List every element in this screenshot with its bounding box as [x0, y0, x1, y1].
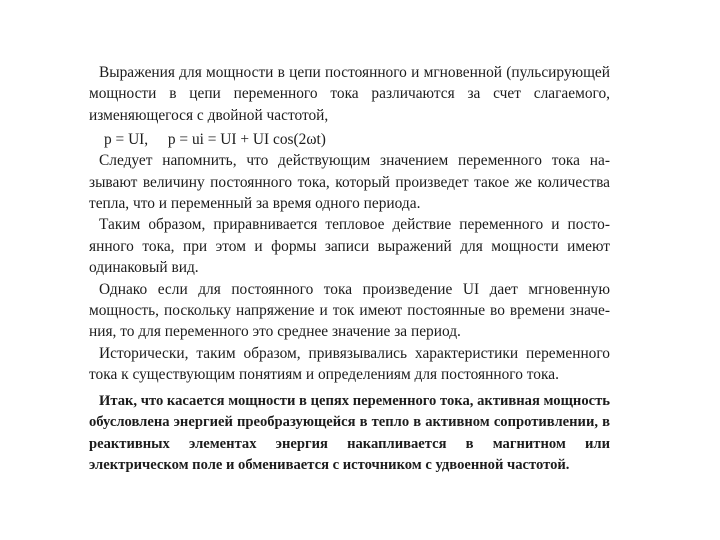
paragraph-intro: Выражения для мощности в цепи постоянного и мгновенной (пульсирующей мощности в цепи переменного тока различаются за счет слагаемого, изменяющегося с двойной частотой,	[89, 64, 610, 124]
paragraph-effective-value: Следует напомнить, что действующим значением переменного тока называют величину постоянного тока, который произведет такое же количества тепла, что и переменный за время одного периода.	[89, 152, 610, 213]
formula-instant-power: p = ui = UI + UI cos(2ωt)	[167, 131, 326, 149]
paragraph-thermal-equivalence: Таким образом, приравнивается тепловое действие переменного и постоянного тока, при этом и формы записи выражений для мощности имеют одинаковый вид.	[89, 216, 610, 277]
document-page	[89, 62, 610, 476]
paragraph-historical: Исторически, таким образом, привязывались характеристики переменного тока к существующим понятиям и определениям для постоянного тока.	[89, 344, 610, 384]
paragraph-average-power: Однако если для постоянного тока произведение UI дает мгновенную мощность, поскольку напряжение и ток имеют постоянные во времени значения, то для переменного это среднее значение за период.	[89, 280, 610, 341]
formula-dc-power: p = UI,	[104, 131, 149, 149]
power-formula	[89, 129, 610, 150]
paragraph-conclusion: Итак, что касается мощности в цепях переменного тока, активная мощность обусловлена энергией преобразующейся в тепло в активном сопротивлении, в реактивных элементах энергия накапливается в магнитном или электрическом поле и обменивается с источником с удвоенной частотой.	[89, 392, 610, 473]
